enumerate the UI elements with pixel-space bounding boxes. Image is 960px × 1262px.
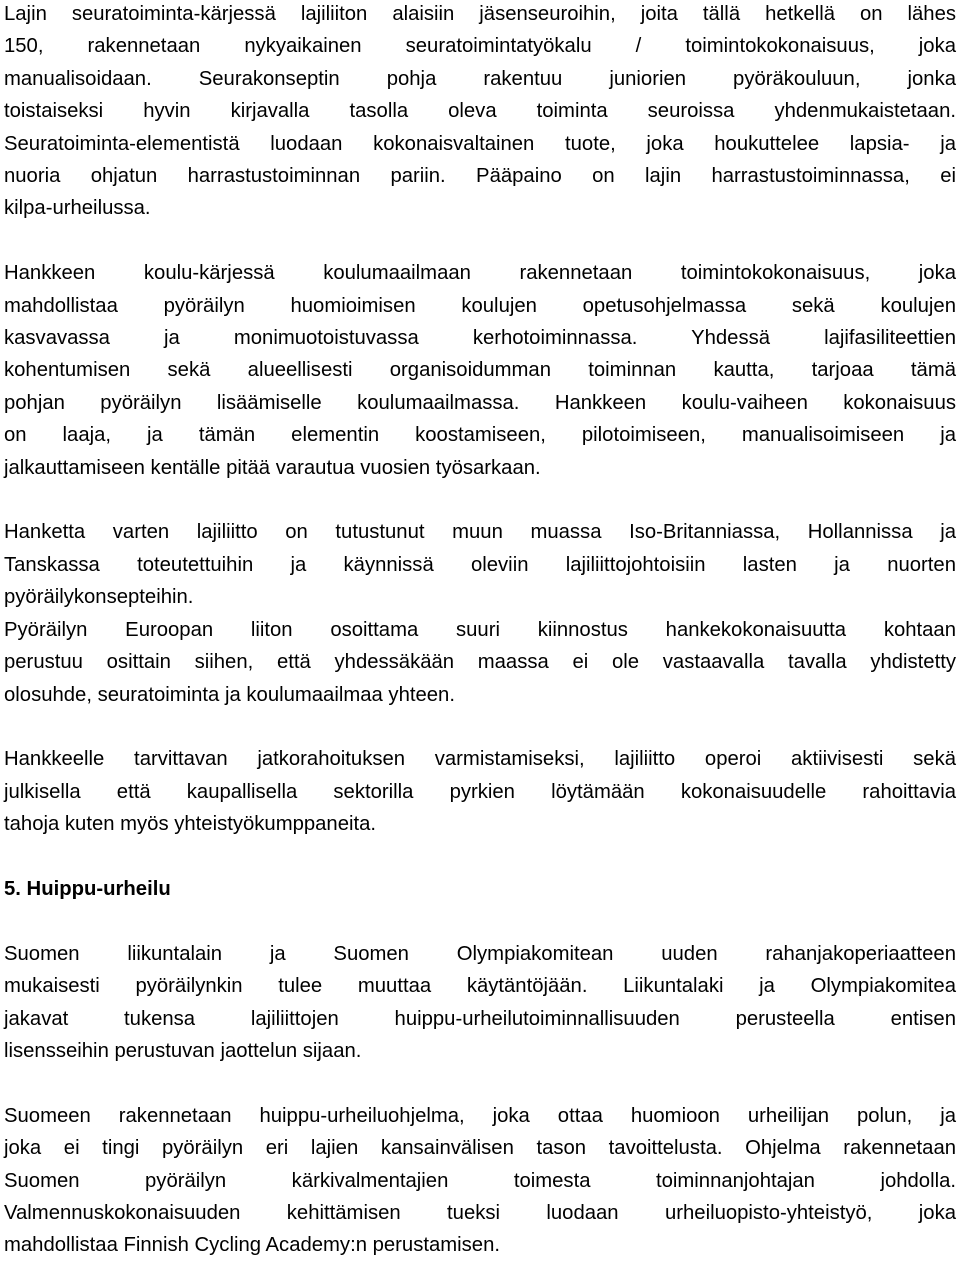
text-line: 150, rakennetaan nykyaikainen seuratoimintatyökalu / toimintokokonaisuus, joka bbox=[4, 35, 956, 58]
paragraph-spacer bbox=[4, 225, 956, 257]
text-line: Suomen pyöräilyn kärkivalmentajien toimesta toiminnanjohtajan johdolla. bbox=[4, 1169, 956, 1192]
paragraph-spacer bbox=[4, 484, 956, 516]
text-line: Valmennuskokonaisuuden kehittämisen tueksi luodaan urheiluopisto-yhteistyö, joka bbox=[4, 1201, 956, 1224]
text-line: Seuratoiminta-elementistä luodaan kokonaisvaltainen tuote, joka houkuttelee lapsia- ja bbox=[4, 132, 956, 155]
text-line: jalkauttamiseen kentälle pitää varautua vuosien työsarkaan. bbox=[4, 456, 541, 479]
text-line: kohentumisen sekä alueellisesti organisoidumman toiminnan kautta, tarjoaa tämä bbox=[4, 359, 956, 382]
text-line: manualisoidaan. Seurakonseptin pohja rakentuu juniorien pyöräkouluun, jonka bbox=[4, 67, 956, 90]
text-line: Suomeen rakennetaan huippu-urheiluohjelma, joka ottaa huomioon urheilijan polun, ja bbox=[4, 1104, 956, 1127]
text-line: olosuhde, seuratoiminta ja koulumaailmaa yhteen. bbox=[4, 683, 455, 706]
text-line: Hankkeelle tarvittavan jatkorahoituksen varmistamiseksi, lajiliitto operoi aktiivisesti sekä bbox=[4, 748, 956, 771]
text-line: perustuu osittain siihen, että yhdessäkään maassa ei ole vastaavalla tavalla yhdistetty bbox=[4, 651, 956, 674]
text-line: toistaiseksi hyvin kirjavalla tasolla oleva toiminta seuroissa yhdenmukaistetaan. bbox=[4, 100, 956, 123]
paragraph-spacer bbox=[4, 711, 956, 743]
text-line: pohjan pyöräilyn lisäämiselle koulumaailmassa. Hankkeen koulu-vaiheen kokonaisuus bbox=[4, 391, 956, 414]
paragraph-seuratoiminta bbox=[4, 0, 956, 225]
text-line: Hankkeen koulu-kärjessä koulumaailmaan rakennetaan toimintokokonaisuus, joka bbox=[4, 262, 956, 285]
paragraph-huippu-urheiluohjelma bbox=[4, 1100, 956, 1262]
text-line: kasvavassa ja monimuotoistuvassa kerhotoiminnassa. Yhdessä lajifasiliteettien bbox=[4, 327, 956, 350]
text-line: pyöräilykonsepteihin. bbox=[4, 586, 194, 609]
text-line: joka ei tingi pyöräilyn eri lajien kansainvälisen tason tavoittelusta. Ohjelma rakennetaan bbox=[4, 1137, 956, 1160]
text-line: Tanskassa toteutettuihin ja käynnissä oleviin lajiliittojohtoisiin lasten ja nuorten bbox=[4, 553, 956, 576]
paragraph-jatkorahoitus bbox=[4, 743, 956, 840]
text-line: on laaja, ja tämän elementin koostamiseen, pilotoimiseen, manualisoimiseen ja bbox=[4, 424, 956, 447]
paragraph-spacer bbox=[4, 905, 956, 937]
paragraph-koulu bbox=[4, 257, 956, 484]
document-page bbox=[4, 0, 956, 1262]
paragraph-spacer bbox=[4, 1067, 956, 1099]
text-line: lisensseihin perustuvan jaottelun sijaan. bbox=[4, 1039, 362, 1062]
text-line: Lajin seuratoiminta-kärjessä lajiliiton alaisiin jäsenseuroihin, joita tällä hetkellä on lähes bbox=[4, 3, 956, 25]
paragraph-euroopan-liitto bbox=[4, 614, 956, 711]
text-line: Pyöräilyn Euroopan liiton osoittama suuri kiinnostus hankekokonaisuutta kohtaan bbox=[4, 618, 956, 641]
paragraph-hanketta bbox=[4, 516, 956, 613]
text-line: kilpa-urheilussa. bbox=[4, 197, 151, 220]
text-line: jakavat tukensa lajiliittojen huippu-urheilutoiminnallisuuden perusteella entisen bbox=[4, 1007, 956, 1030]
paragraph-liikuntalaki bbox=[4, 938, 956, 1068]
text-line: mukaisesti pyöräilynkin tulee muuttaa käytäntöjään. Liikuntalaki ja Olympiakomitea bbox=[4, 975, 956, 998]
text-line: julkisella että kaupallisella sektorilla pyrkien löytämään kokonaisuudelle rahoittavia bbox=[4, 780, 956, 803]
text-line: nuoria ohjatun harrastustoiminnan pariin. Pääpaino on lajin harrastustoiminnassa, ei bbox=[4, 165, 956, 188]
section-heading: 5. Huippu-urheilu bbox=[4, 877, 171, 900]
text-line: Hanketta varten lajiliitto on tutustunut muun muassa Iso-Britanniassa, Hollannissa ja bbox=[4, 521, 956, 544]
text-line: tahoja kuten myös yhteistyökumppaneita. bbox=[4, 813, 377, 836]
text-line: mahdollistaa pyöräilyn huomioimisen koulujen opetusohjelmassa sekä koulujen bbox=[4, 294, 956, 317]
paragraph-spacer bbox=[4, 841, 956, 873]
text-line: Suomen liikuntalain ja Suomen Olympiakomitean uuden rahanjakoperiaatteen bbox=[4, 942, 956, 965]
text-line: mahdollistaa Finnish Cycling Academy:n perustamisen. bbox=[4, 1234, 500, 1257]
